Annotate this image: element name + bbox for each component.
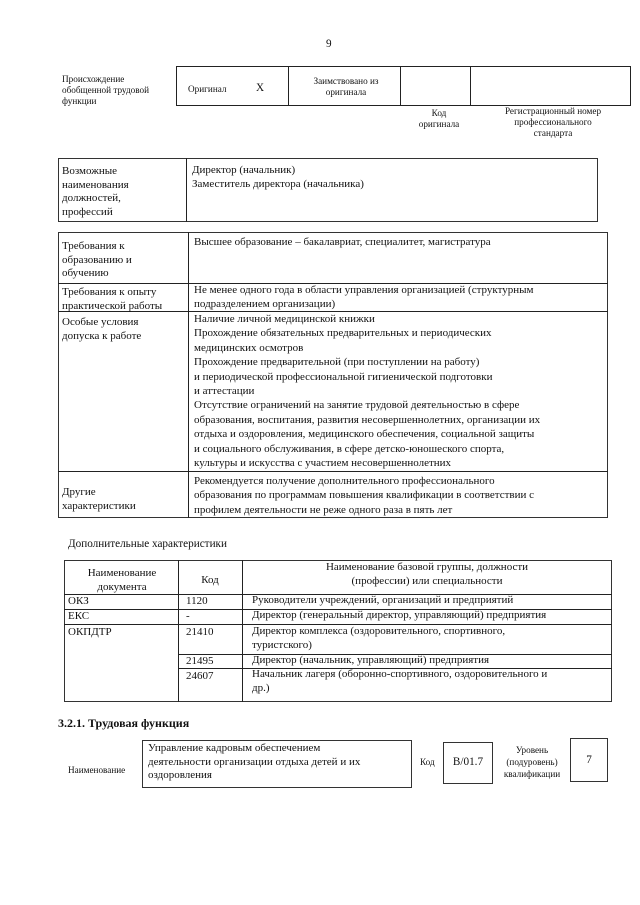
table-row-code: - bbox=[186, 610, 190, 622]
table-row-name: Руководители учреждений, организаций и предприятий bbox=[252, 594, 514, 606]
table-row-code: 24607 bbox=[186, 670, 214, 682]
origin-reg-label: Регистрационный номер профессионального стандарта bbox=[504, 106, 602, 138]
table-row-doc: ЕКС bbox=[68, 610, 90, 622]
req-label-other: Другие характеристики bbox=[62, 486, 136, 512]
function-code-value: B/01.7 bbox=[452, 756, 484, 768]
function-name-value: Управление кадровым обеспечением деятельности организации отдыха детей и их оздоровления bbox=[148, 742, 361, 782]
table-row-name: Директор (начальник, управляющий) предприятия bbox=[252, 654, 490, 666]
table-row-doc: ОКПДТР bbox=[68, 626, 112, 638]
additional-header-code: Код bbox=[201, 574, 219, 586]
req-label-conditions: Особые условия допуска к работе bbox=[62, 316, 142, 342]
additional-heading: Дополнительные характеристики bbox=[68, 538, 227, 550]
req-value-experience: Не менее одного года в области управления организацией (структурным подразделением организации) bbox=[194, 284, 534, 310]
function-name-label: Наименование bbox=[68, 765, 126, 775]
additional-header-doc: Наименование документа bbox=[87, 567, 157, 593]
origin-mark: X bbox=[256, 82, 265, 94]
function-code-label: Код bbox=[420, 757, 435, 767]
req-label-experience: Требования к опыту практической работы bbox=[62, 286, 163, 312]
req-value-conditions: Наличие личной медицинской книжки Прохождение обязательных предварительных и периодических медицинских осмотров Прохождение предварительной (при поступлении на работу) и периодической профессиональной гигиенической подготовки и аттестации Отсутствие ограничений на занятие трудовой деятельностью в сфере образования, воспитания, развития несовершеннолетних, организации их отдыха и оздоровления, медицинского обеспечения, социальной защиты и социального обслуживания, в сфере детско-юношеского спорта, культуры и искусства с участием несовершеннолетних bbox=[194, 313, 541, 470]
function-level-value: 7 bbox=[586, 754, 592, 766]
function-heading: 3.2.1. Трудовая функция bbox=[58, 716, 190, 730]
req-value-other: Рекомендуется получение дополнительного профессионального образования по программам повышения квалификации в соответствии с профилем деятельности не реже одного раза в пять лет bbox=[194, 475, 535, 516]
req-value-education: Высшее образование – бакалавриат, специалитет, магистратура bbox=[194, 236, 491, 248]
table-row-code: 21495 bbox=[186, 655, 214, 667]
origin-original: Оригинал bbox=[188, 84, 227, 94]
table-row-name: Начальник лагеря (оборонно-спортивного, оздоровительного и др.) bbox=[252, 668, 548, 694]
origin-code-label: Код оригинала bbox=[418, 108, 460, 129]
table-row-name: Директор комплекса (оздоровительного, спортивного, туристского) bbox=[252, 625, 506, 651]
additional-header-name: Наименование базовой группы, должности (профессии) или специальности bbox=[325, 561, 529, 587]
function-level-label: Уровень (подуровень) квалификации bbox=[503, 745, 561, 779]
table-row-name: Директор (генеральный директор, управляющий) предприятия bbox=[252, 609, 547, 621]
origin-borrowed: Заимствовано из оригинала bbox=[313, 76, 379, 97]
table-row-code: 1120 bbox=[186, 595, 208, 607]
page-number: 9 bbox=[326, 38, 332, 50]
positions-label: Возможные наименования должностей, профессий bbox=[62, 165, 129, 218]
positions-value: Директор (начальник) Заместитель директора (начальника) bbox=[192, 164, 364, 190]
table-row-doc: ОКЗ bbox=[68, 595, 89, 607]
table-row-code: 21410 bbox=[186, 626, 214, 638]
req-label-education: Требования к образованию и обучению bbox=[62, 240, 132, 280]
origin-label: Происхождение обобщенной трудовой функции bbox=[62, 74, 149, 106]
